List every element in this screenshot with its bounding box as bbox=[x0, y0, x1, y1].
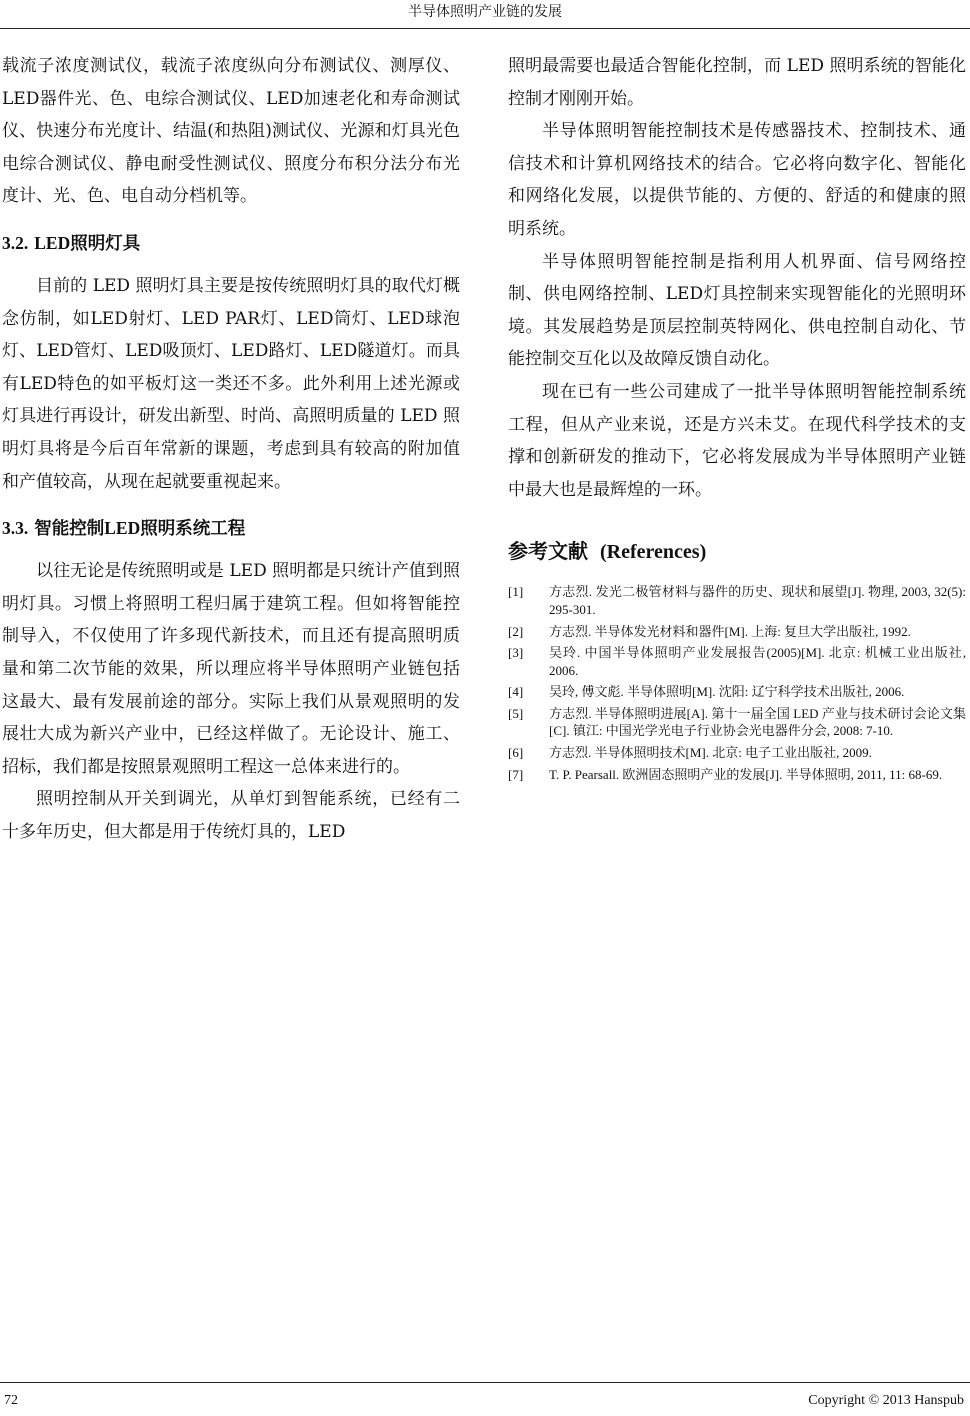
reference-number: [7] bbox=[508, 766, 524, 782]
reference-item bbox=[508, 705, 966, 740]
reference-text: 方志烈. 半导体照明技术[M]. 北京: 电子工业出版社, 2009. bbox=[549, 745, 872, 761]
reference-number: [4] bbox=[508, 684, 524, 700]
reference-number: [2] bbox=[508, 623, 524, 639]
body-paragraph: 现在已有一些公司建成了一批半导体照明智能控制系统工程，但从产业来说，还是方兴未艾。在现代科学技术的支撑和创新研发的推动下，它必将发展成为半导体照明产业链中最大也是最辉煌的一环。 bbox=[508, 381, 966, 500]
section-heading-3-2 bbox=[2, 228, 460, 258]
reference-number: [3] bbox=[508, 645, 524, 661]
reference-item bbox=[508, 644, 966, 679]
intro-paragraph: 载流子浓度测试仪，载流子浓度纵向分布测试仪、测厚仪、LED器件光、色、电综合测试仪、LED加速老化和寿命测试仪、快速分布光度计、结温(和热阻)测试仪、光源和灯具光色电综合测试仪、静电耐受性测试仪、照度分布积分法分布光度计、光、色、电自动分档机等。 bbox=[2, 56, 460, 207]
section-3-2-paragraph: 目前的 LED 照明灯具主要是按传统照明灯具的取代灯概念仿制，如LED射灯、LED PAR灯、LED筒灯、LED球泡灯、LED管灯、LED吸顶灯、LED路灯、LED隧道灯。而具有LED特色的如平板灯这一类还不多。此外利用上述光源或灯具进行再设计，研发出新型、时尚、高照明质量的 LED 照明灯具将是今后百年常新的课题，考虑到具有较高的附加值和产值较高，从现在起就要重视起来。 bbox=[2, 275, 460, 492]
reference-number: [6] bbox=[508, 745, 524, 761]
body-paragraph: 半导体照明智能控制技术是传感器技术、控制技术、通信技术和计算机网络技术的结合。它必将向数字化、智能化和网络化发展，以提供节能的、方便的、舒适的和健康的照明系统。 bbox=[508, 121, 966, 239]
left-column bbox=[2, 50, 460, 848]
reference-number: [5] bbox=[508, 705, 524, 721]
reference-text: 吴玲, 傅文彪. 半导体照明[M]. 沈阳: 辽宁科学技术出版社, 2006. bbox=[549, 684, 905, 700]
reference-item bbox=[508, 623, 966, 641]
continued-paragraph: 照明最需要也最适合智能化控制，而 LED 照明系统的智能化控制才刚刚开始。 bbox=[508, 56, 966, 109]
references-heading-cn: 参考文献 bbox=[508, 539, 588, 564]
section-title: 智能控制LED照明系统工程 bbox=[34, 518, 246, 539]
page-number: 72 bbox=[4, 1393, 18, 1408]
reference-item bbox=[508, 683, 966, 701]
right-column bbox=[508, 50, 966, 787]
reference-text: 吴玲. 中国半导体照明产业发展报告(2005)[M]. 北京: 机械工业出版社, 2006. bbox=[549, 645, 966, 678]
copyright-notice: Copyright © 2013 Hanspub bbox=[808, 1393, 964, 1408]
references-heading bbox=[508, 536, 966, 567]
reference-item bbox=[508, 583, 966, 618]
spacer bbox=[508, 506, 966, 536]
reference-text: 方志烈. 半导体发光材料和器件[M]. 上海: 复旦大学出版社, 1992. bbox=[549, 623, 911, 639]
reference-text: 方志烈. 半导体照明进展[A]. 第十一届全国 LED 产业与技术研讨会论文集[C]. 镇江: 中国光学光电子行业协会光电器件分会, 2008: 7-10. bbox=[549, 705, 966, 739]
reference-number: [1] bbox=[508, 584, 524, 600]
page-footer bbox=[0, 1382, 970, 1414]
running-title: 半导体照明产业链的发展 bbox=[408, 4, 562, 20]
running-header bbox=[0, 0, 970, 29]
section-3-3-paragraph: 照明控制从开关到调光，从单灯到智能系统，已经有二十多年历史，但大都是用于传统灯具的，LED bbox=[2, 789, 460, 842]
section-number: 3.3. bbox=[2, 518, 29, 539]
reference-item bbox=[508, 744, 966, 762]
body-paragraph: 半导体照明智能控制是指利用人机界面、信号网络控制、供电网络控制、LED灯具控制来实现智能化的光照明环境。其发展趋势是顶层控制英特网化、供电控制自动化、节能控制交互化以及故障反馈自动化。 bbox=[508, 251, 966, 370]
references-heading-en: (References) bbox=[600, 541, 707, 564]
reference-item bbox=[508, 766, 966, 784]
reference-list bbox=[508, 583, 966, 783]
section-heading-3-3 bbox=[2, 513, 460, 543]
reference-text: T. P. Pearsall. 欧洲固态照明产业的发展[J]. 半导体照明, 2011, 11: 68-69. bbox=[549, 766, 943, 782]
section-number: 3.2. bbox=[2, 232, 29, 253]
section-3-3-paragraph: 以往无论是传统照明或是 LED 照明都是只统计产值到照明灯具。习惯上将照明工程归属于建筑工程。但如将智能控制导入，不仅使用了许多现代新技术，而且还有提高照明质量和第二次节能的效果，所以理应将半导体照明产业链包括这最大、最有发展前途的部分。实际上我们从景观照明的发展壮大成为新兴产业中，已经这样做了。无论设计、施工、招标，我们都是按照景观照明工程这一总体来进行的。 bbox=[2, 561, 460, 777]
reference-text: 方志烈. 发光二极管材料与器件的历史、现状和展望[J]. 物理, 2003, 32(5): 295-301. bbox=[549, 584, 966, 617]
section-title: LED照明灯具 bbox=[34, 232, 141, 253]
